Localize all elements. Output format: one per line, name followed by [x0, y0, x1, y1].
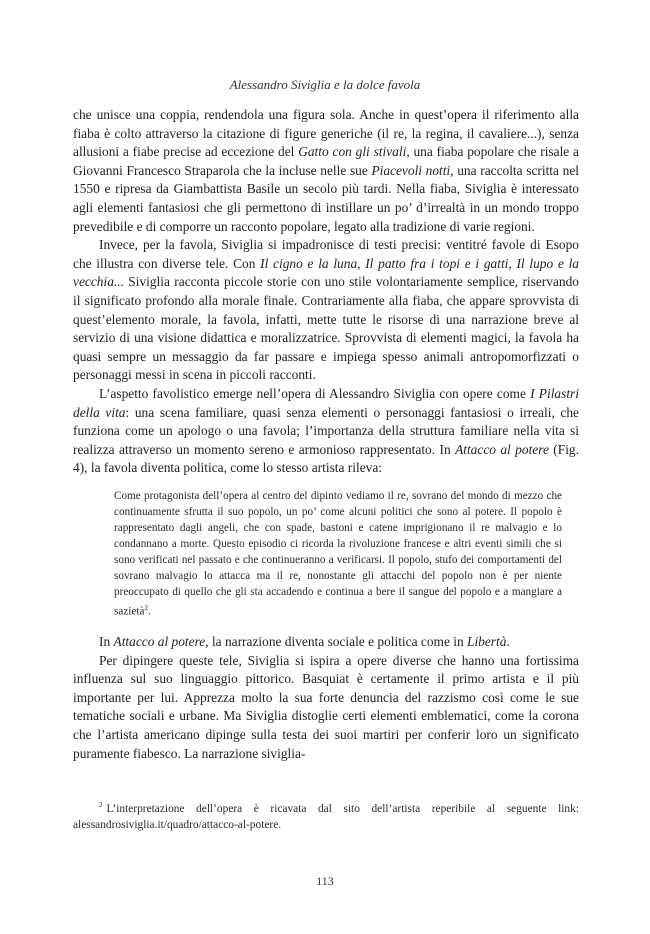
footnote-text: L’interpretazione dell’opera è ricavata dal sito dell’artista reperibile al seguente link: alessandrosiviglia.it/quadro/attacco-al-potere. [73, 802, 579, 831]
paragraph-favola: Invece, per la favola, Siviglia si impadronisce di testi precisi: ventitré favole di Esopo che illustra con diverse tele. Con Il cigno e la luna, Il patto fra i topi e i gatti, Il lupo e la vecchia... Siviglia racconta piccole storie con uno stile volontariamente semplice, riservando il significato profondo alla morale finale. Contrariamente alla fiaba, che appare sprovvista di quest’elemento morale, la favola, infatti, mette tutte le risorse di una narrazione breve al servizio di una visione didattica e moralizzatrice. Sprovvista di elementi magici, la favola ha quasi sempre un messaggio da far passare e impiega spesso animali antropomorfizzati o personaggi messi in scena in piccoli racconti. [73, 237, 579, 383]
block-quote: Come protagonista dell’opera al centro del dipinto vediamo il re, sovrano del mondo di mezzo che continuamente sfrutta il suo popolo, un po’ come alcuni politici che sono al potere. Il popolo è rappresentato dagli angeli, che con spade, bastoni e catene imprigionano il re malvagio e lo condannano a morte. Questo episodio ci ricorda la rivoluzione francese e altri eventi simili che si sono verificati nel passato e che continueranno a verificarsi. Il popolo, stufo dei comportamenti del sovrano malvagio lo attacca ma il re, nonostante gli attacchi del popolo non è per niente preoccupato di quello che gli sta accadendo e continua a bere il sangue del popolo e a mangiare a sazietà$^2$. [114, 490, 562, 618]
title-attacco-al-potere-2: Attacco al potere [113, 634, 206, 649]
titles-esopo-works: Il cigno e la luna, Il patto fra i topi e i gatti, Il lupo e la vecchia... [73, 255, 579, 290]
title-pilastri-della-vita: I Pilastri della vita [73, 385, 579, 420]
page-number: 113 [316, 874, 334, 888]
footnote-ref: 2 [144, 604, 148, 612]
body-text-lower [73, 633, 579, 763]
footnote-number: 2 [99, 801, 103, 809]
body-text-upper [73, 106, 579, 478]
title-liberta: Libertà [467, 634, 507, 649]
running-header: Alessandro Siviglia e la dolce favola [229, 77, 421, 92]
paragraph-basquiat: Per dipingere queste tele, Siviglia si ispira a opere diverse che hanno una fortissima influenza sul suo linguaggio pittorico. Basquiat è certamente il primo artista e il più importante per lui. Apprezza molto la sua forte denuncia del razzismo così come le sue tematiche sociali e urbane. Ma Siviglia distoglie certi elementi emblematici, come la corona che l’artista americano dipinge sulla testa dei suoi martiri per conferir loro un significato puramente fiabesco. La narrazione siviglia- [73, 652, 579, 761]
title-gatto-con-gli-stivali: Gatto con gli stivali [298, 144, 407, 160]
paragraph-attacco-sociale: In Attacco al potere, la narrazione diventa sociale e politica come in Libertà. [99, 634, 510, 649]
title-piacevoli-notti: Piacevoli notti [371, 162, 451, 178]
title-attacco-al-potere: Attacco al potere [455, 441, 549, 457]
footnote [73, 797, 579, 833]
paragraph-fiaba: che unisce una coppia, rendendola una figura sola. Anche in quest’opera il riferimento alla fiaba è colto attraverso la citazione di figure generiche (il re, la regina, il cavaliere...), senza allusioni a fiabe precise ad eccezione del Gatto con gli stivali, una fiaba popolare che risale a Giovanni Francesco Straparola che la incluse nelle sue Piacevoli notti, una raccolta scritta nel 1550 e ripresa da Giambattista Basile un secolo più tardi. Nella fiaba, Siviglia è interessato agli elementi fantasiosi che gli permettono di instillare un po’ d’irrealtà in un mondo troppo prevedibile e di comporre un racconto popolare, legato alla tradizione di varie regioni. [73, 107, 579, 234]
paragraph-aspetto-favolistico: L’aspetto favolistico emerge nell’opera di Alessandro Siviglia con opere come I Pilastri della vita: una scena familiare, quasi senza elementi o personaggi fantasiosi o irreali, che funziona come un apologo o una favola; l’importanza della struttura familiare nella vita si realizza attraverso un momento sereno e armonioso rappresentato. In Attacco al potere (Fig. 4), la favola diventa politica, come lo stesso artista rileva: [73, 385, 580, 476]
